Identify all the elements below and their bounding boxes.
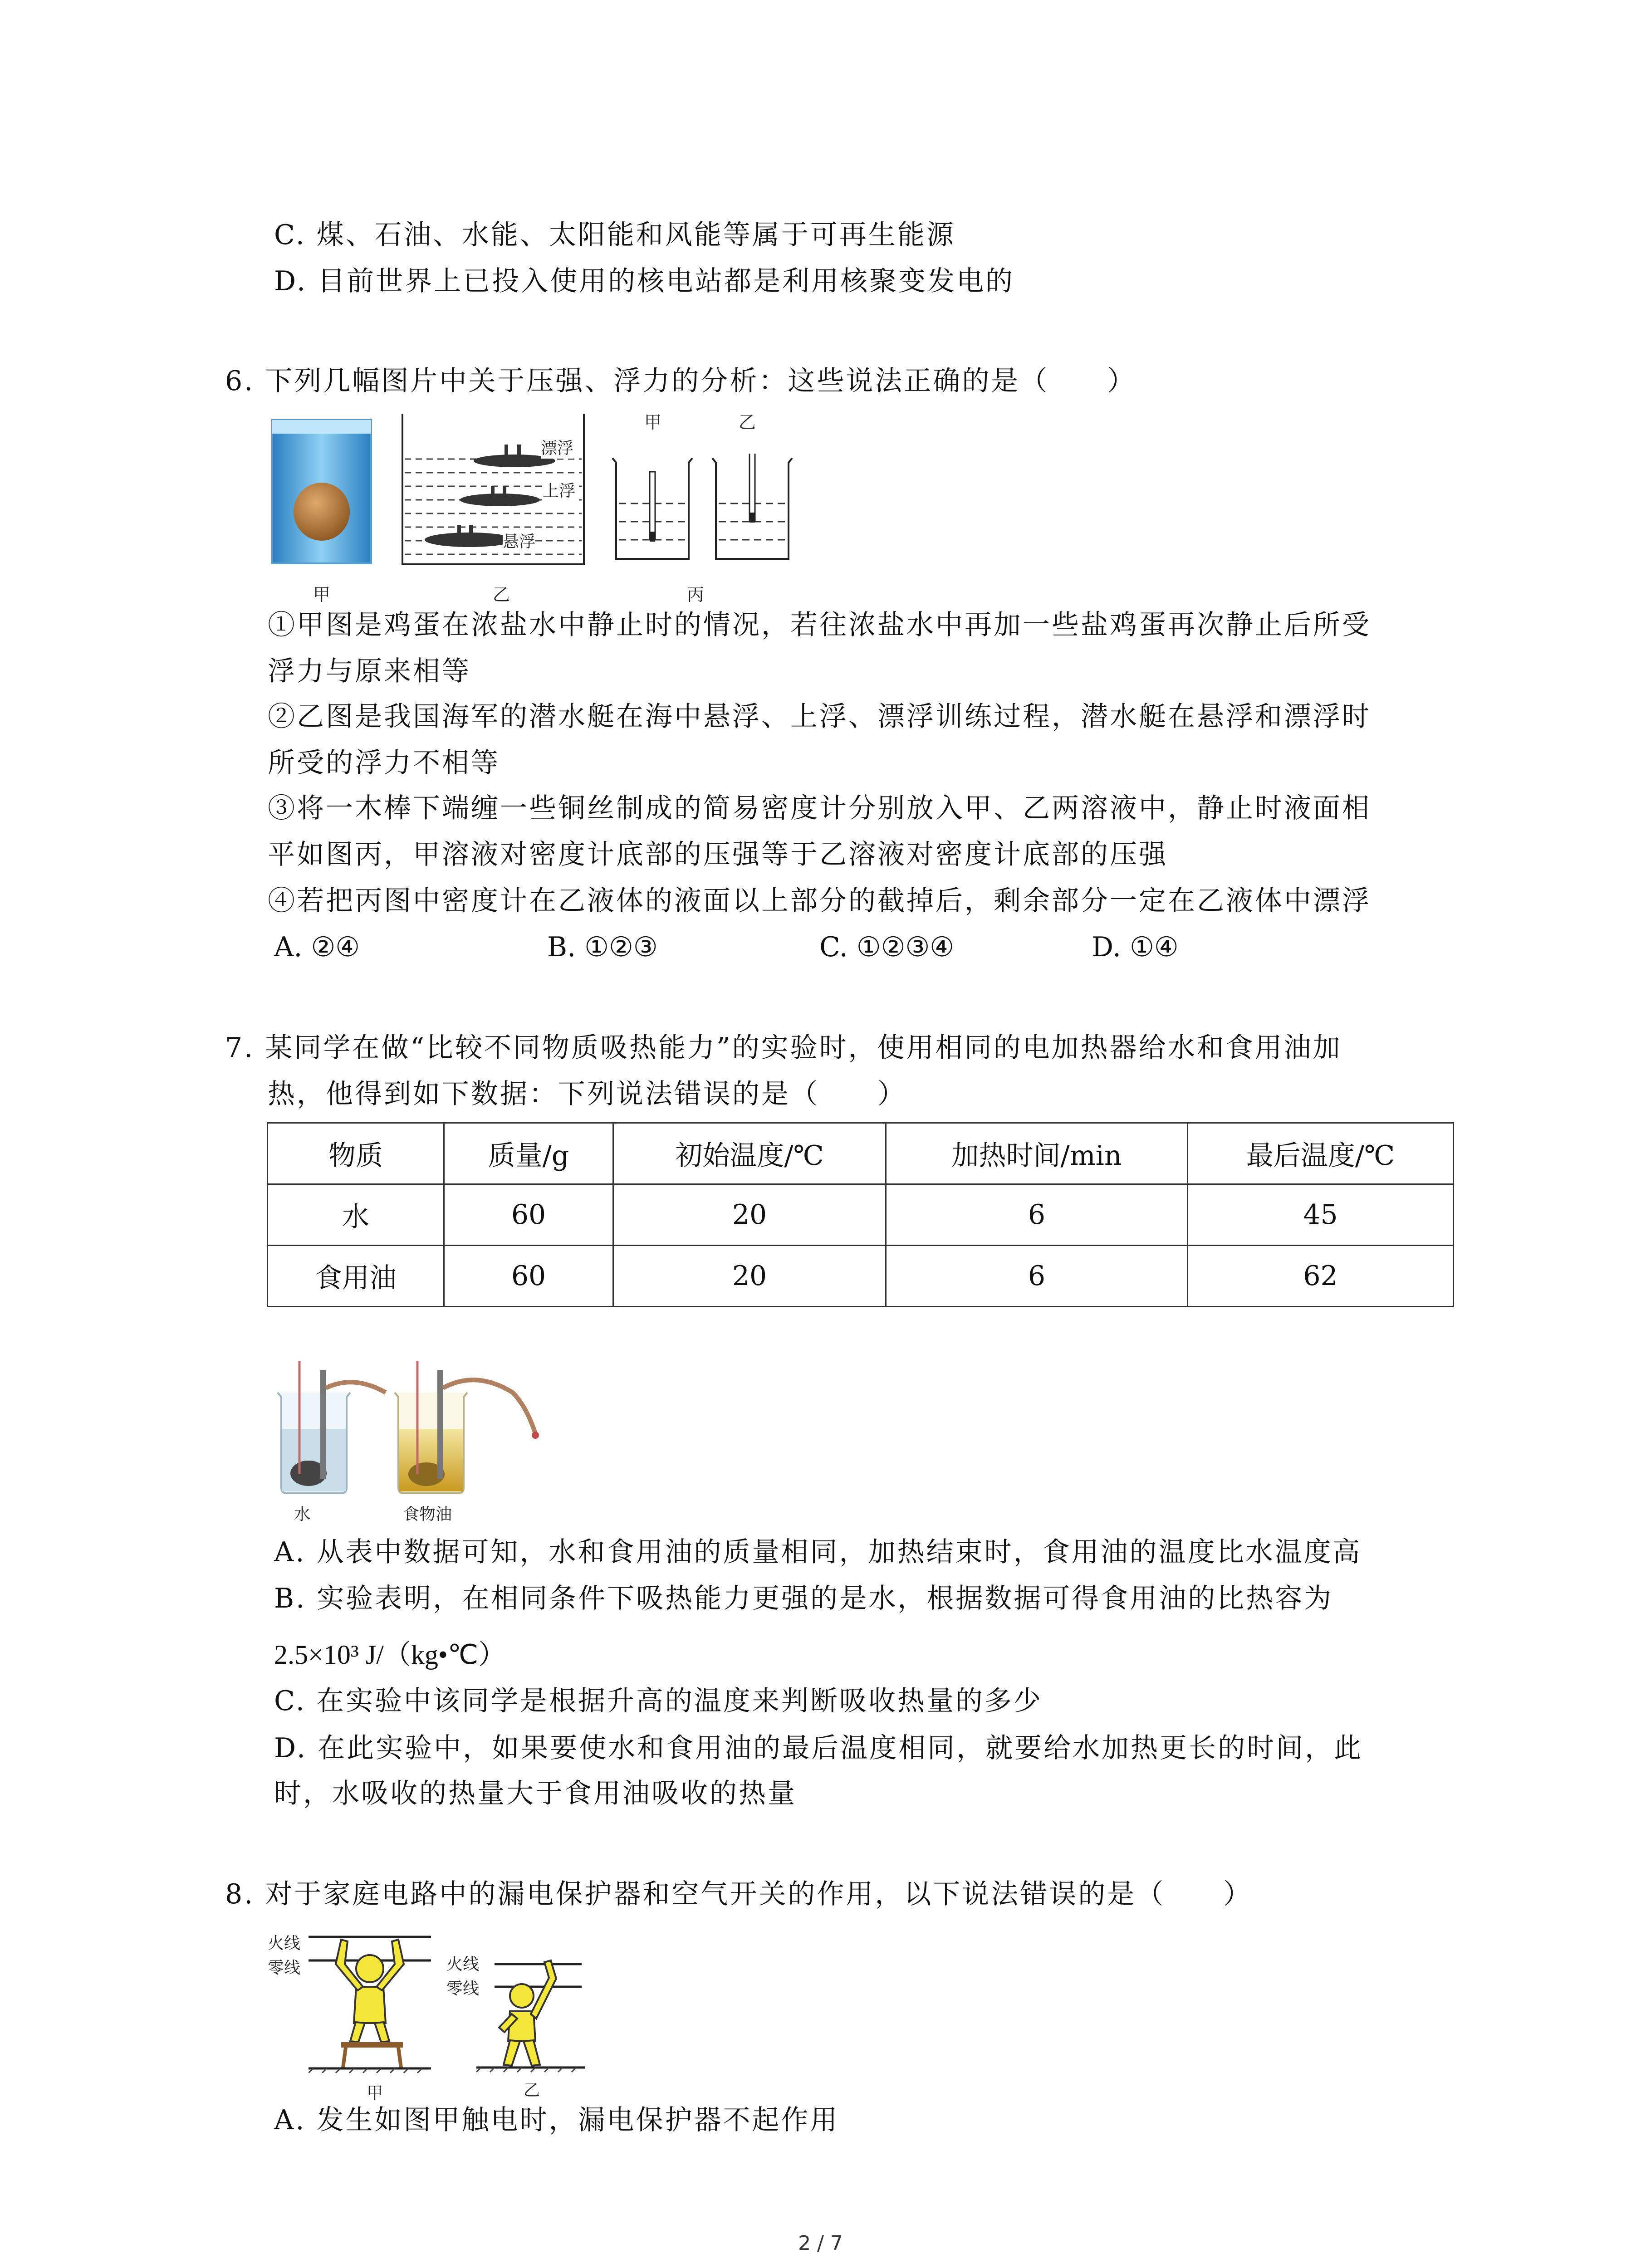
q6-statement-1a: ①甲图是鸡蛋在浓盐水中静止时的情况，若往浓盐水中再加一些盐鸡蛋再次静止后所受 bbox=[268, 609, 1371, 641]
table-cell: 45 bbox=[1188, 1184, 1454, 1246]
q8-fig-label-yi: 乙 bbox=[524, 2081, 540, 2100]
q6-option-d: D. ①④ bbox=[1092, 931, 1179, 963]
table-header-cell: 最后温度/℃ bbox=[1188, 1123, 1454, 1184]
table-header-cell: 初始温度/℃ bbox=[613, 1123, 886, 1184]
q6-statement-1b: 浮力与原来相等 bbox=[268, 655, 471, 687]
table-cell: 60 bbox=[444, 1246, 613, 1307]
q7-fig-label-oil: 食物油 bbox=[403, 1505, 452, 1524]
table-cell: 食用油 bbox=[268, 1246, 444, 1307]
q6-option-a: A. ②④ bbox=[274, 931, 360, 963]
q7-option-d-line1: D. 在此实验中，如果要使水和食用油的最后温度相同，就要给水加热更长的时间，此 bbox=[274, 1732, 1363, 1764]
q6-fig-label-yi: 乙 bbox=[493, 585, 510, 605]
q8-label-ling-xian-2: 零线 bbox=[446, 1980, 480, 1998]
q7-option-b-line2: 2.5×10³ J/（kg•℃） bbox=[274, 1640, 506, 1670]
q6-option-b: B. ①②③ bbox=[547, 931, 658, 963]
q6-figure-density-meters bbox=[608, 454, 798, 562]
q7-option-b-line1: B. 实验表明，在相同条件下吸热能力更强的是水，根据数据可得食用油的比热容为 bbox=[274, 1583, 1333, 1614]
q8-label-huo-xian-2: 火线 bbox=[446, 1955, 480, 1974]
table-cell: 20 bbox=[613, 1246, 886, 1307]
table-row bbox=[268, 1184, 1454, 1246]
q7-fig-label-water: 水 bbox=[294, 1505, 311, 1524]
table-header-cell: 质量/g bbox=[444, 1123, 613, 1184]
table-header-cell: 物质 bbox=[268, 1123, 444, 1184]
q7-data-table bbox=[267, 1122, 1454, 1307]
q8-label-ling-xian-1: 零线 bbox=[268, 1959, 301, 1977]
q8-figure-jia-person-on-stool bbox=[309, 1923, 436, 2073]
q6-label-xuan-fu: 悬浮 bbox=[503, 529, 535, 552]
table-header-cell: 加热时间/min bbox=[886, 1123, 1188, 1184]
q6-statement-3a: ③将一木棒下端缠一些铜丝制成的简易密度计分别放入甲、乙两溶液中，静止时液面相 bbox=[268, 792, 1371, 824]
table-cell: 水 bbox=[268, 1184, 444, 1246]
q6-fig-label-jia-top: 甲 bbox=[644, 412, 662, 432]
q6-stem: 6. 下列几幅图片中关于压强、浮力的分析：这些说法正确的是（ ） bbox=[225, 365, 1136, 397]
q8-stem: 8. 对于家庭电路中的漏电保护器和空气开关的作用，以下说法错误的是（ ） bbox=[225, 1878, 1253, 1910]
q6-statement-4: ④若把丙图中密度计在乙液体的液面以上部分的截掉后，剩余部分一定在乙液体中漂浮 bbox=[268, 885, 1371, 917]
q8-fig-label-jia: 甲 bbox=[367, 2084, 383, 2102]
q8-figure-yi-person-on-ground bbox=[476, 1950, 585, 2073]
q8-option-a: A. 发生如图甲触电时，漏电保护器不起作用 bbox=[274, 2104, 839, 2136]
q6-statement-2a: ②乙图是我国海军的潜水艇在海中悬浮、上浮、漂浮训练过程，潜水艇在悬浮和漂浮时 bbox=[268, 701, 1371, 733]
q7-option-c: C. 在实验中该同学是根据升高的温度来判断吸收热量的多少 bbox=[274, 1685, 1043, 1717]
q5-option-c: C. 煤、石油、水能、太阳能和风能等属于可再生能源 bbox=[274, 219, 955, 251]
table-header-row bbox=[268, 1123, 1454, 1184]
q6-statement-3b: 平如图丙，甲溶液对密度计底部的压强等于乙溶液对密度计底部的压强 bbox=[268, 839, 1168, 870]
table-cell: 62 bbox=[1188, 1246, 1454, 1307]
q6-option-c: C. ①②③④ bbox=[819, 931, 955, 963]
q7-figure-beakers bbox=[272, 1361, 540, 1497]
table-cell: 60 bbox=[444, 1184, 613, 1246]
table-cell: 6 bbox=[886, 1246, 1188, 1307]
table-row bbox=[268, 1246, 1454, 1307]
q6-fig-label-yi-top: 乙 bbox=[739, 412, 756, 432]
q7-option-a: A. 从表中数据可知，水和食用油的质量相同，加热结束时，食用油的温度比水温度高 bbox=[274, 1536, 1362, 1568]
q6-fig-label-bing: 丙 bbox=[687, 585, 705, 605]
q6-statement-2b: 所受的浮力不相等 bbox=[268, 747, 500, 779]
page-number: 2 / 7 bbox=[798, 2232, 843, 2255]
q7-stem-line1: 7. 某同学在做“比较不同物质吸热能力”的实验时，使用相同的电加热器给水和食用油加 bbox=[225, 1032, 1342, 1064]
q7-option-d-line2: 时，水吸收的热量大于食用油吸收的热量 bbox=[274, 1778, 797, 1809]
q6-label-shang-fu: 上浮 bbox=[543, 478, 575, 501]
q6-fig-label-jia: 甲 bbox=[313, 585, 331, 605]
q6-label-piao-fu: 漂浮 bbox=[541, 435, 573, 459]
table-cell: 6 bbox=[886, 1184, 1188, 1246]
q7-stem-line2: 热，他得到如下数据：下列说法错误的是（ ） bbox=[268, 1078, 906, 1110]
table-cell: 20 bbox=[613, 1184, 886, 1246]
q8-label-huo-xian-1: 火线 bbox=[268, 1934, 301, 1953]
q6-figure-egg-beaker bbox=[270, 417, 373, 565]
q5-option-d: D. 目前世界上已投入使用的核电站都是利用核聚变发电的 bbox=[274, 265, 1015, 297]
